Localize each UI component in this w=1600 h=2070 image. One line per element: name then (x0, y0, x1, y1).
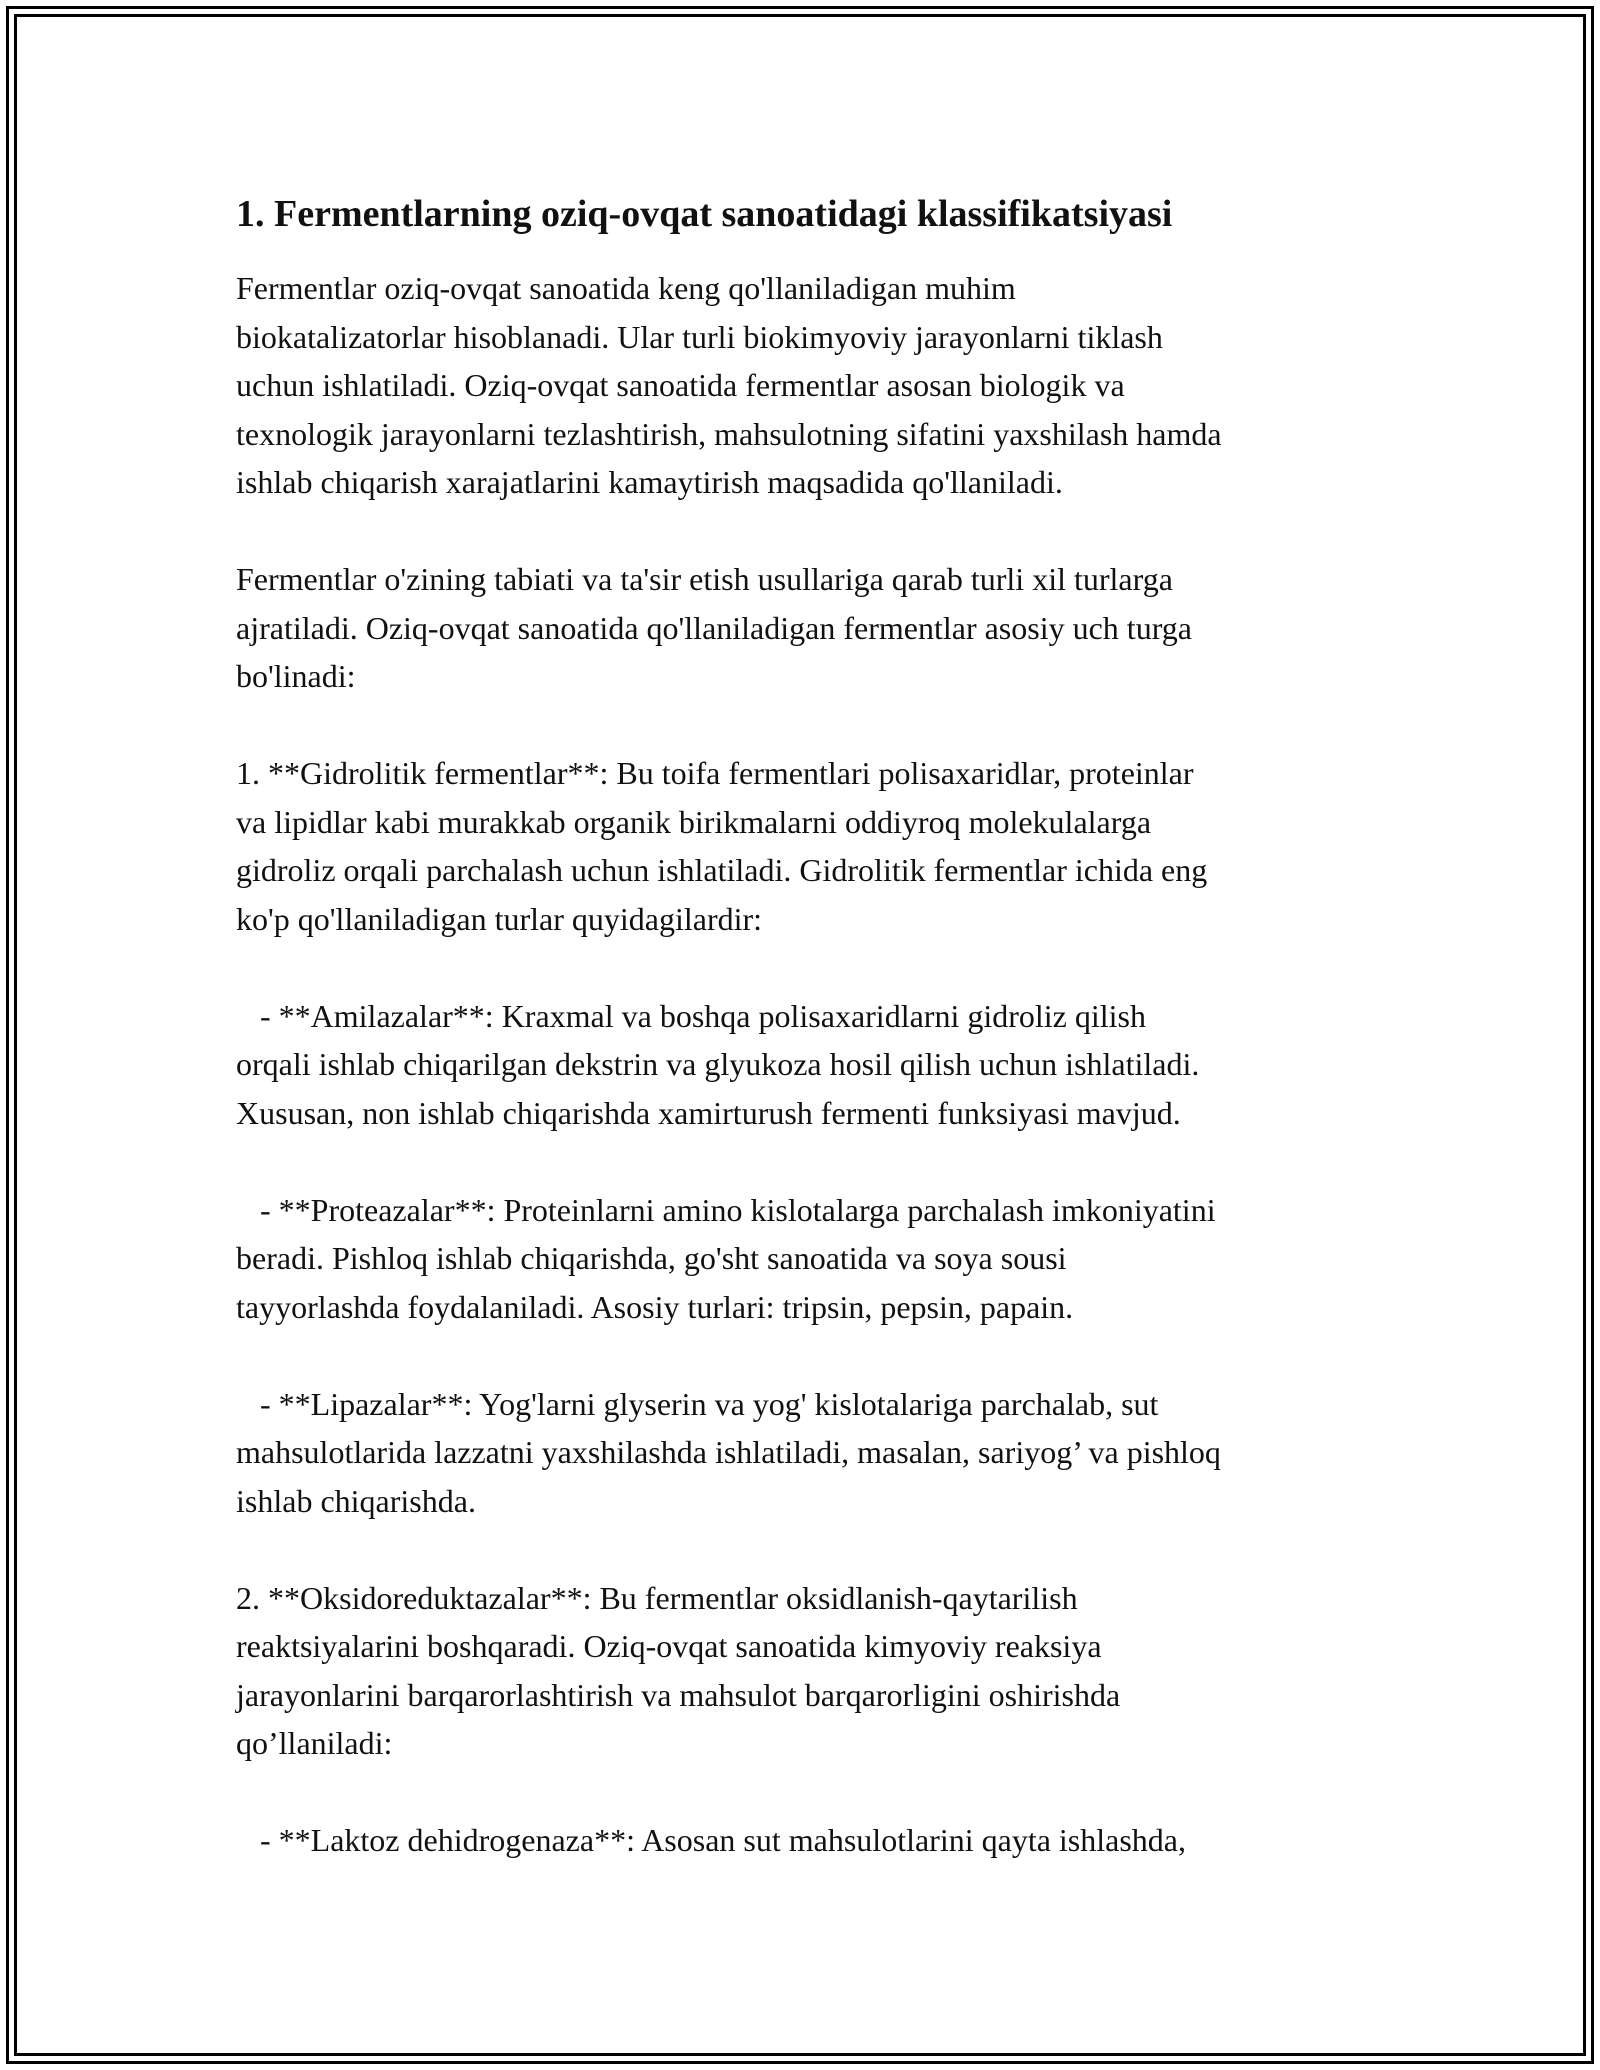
sub-item-lactose-dehydrogenase (236, 1816, 1366, 1865)
text-line: 1. **Gidrolitik fermentlar**: Bu toifa fermentlari polisaxaridlar, proteinlar (236, 755, 1194, 791)
text-line: - **Amilazalar**: Kraxmal va boshqa polisaxaridlarni gidroliz qilish (236, 997, 1146, 1034)
text-line: - **Lipazalar**: Yog'larni glyserin va yog' kislotalariga parchalab, sut (236, 1385, 1159, 1422)
text-line: bo'linadi: (236, 658, 356, 694)
text-line: biokatalizatorlar hisoblanadi. Ular turli biokimyoviy jarayonlarni tiklash (236, 318, 1163, 355)
text-line: gidroliz orqali parchalash uchun ishlatiladi. Gidrolitik fermentlar ichida eng (236, 852, 1208, 888)
paragraph-classification (236, 555, 1366, 701)
text-line: orqali ishlab chiqarilgan dekstrin va glyukoza hosil qilish uchun ishlatiladi. (236, 1046, 1200, 1082)
text-line: uchun ishlatiladi. Oziq-ovqat sanoatida fermentlar asosan biologik va (236, 367, 1125, 403)
text-line: beradi. Pishloq ishlab chiqarishda, go'sht sanoatida va soya sousi (236, 1240, 1067, 1276)
document-body (236, 188, 1366, 1865)
text-line: - **Proteazalar**: Proteinlarni amino kislotalarga parchalash imkoniyatini (236, 1191, 1216, 1228)
text-line: Fermentlar oziq-ovqat sanoatida keng qo'llaniladigan muhim (236, 270, 1016, 306)
text-line: mahsulotlarida lazzatni yaxshilashda ishlatiladi, masalan, sariyog’ va pishloq (236, 1434, 1221, 1470)
text-line: ishlab chiqarishda. (236, 1482, 476, 1519)
sub-item-proteases (236, 1186, 1366, 1332)
text-line: reaktsiyalarini boshqaradi. Oziq-ovqat sanoatida kimyoviy reaksiya (236, 1628, 1102, 1664)
sub-item-amylases (236, 992, 1366, 1138)
list-item-oxidoreductases (236, 1574, 1366, 1768)
section-title: 1. Fermentlarning oziq-ovqat sanoatidagi klassifikatsiyasi (236, 193, 1173, 235)
list-item-hydrolytic (236, 749, 1366, 943)
text-line: ko'p qo'llaniladigan turlar quyidagilardir: (236, 900, 763, 937)
text-line: texnologik jarayonlarni tezlashtirish, mahsulotning sifatini yaxshilash hamda (236, 415, 1222, 452)
text-line: - **Laktoz dehidrogenaza**: Asosan sut mahsulotlarini qayta ishlashda, (236, 1822, 1186, 1858)
text-line: tayyorlashda foydalaniladi. Asosiy turlari: tripsin, pepsin, papain. (236, 1288, 1074, 1325)
text-line: jarayonlarini barqarorlashtirish va mahsulot barqarorligini oshirishda (236, 1676, 1121, 1713)
text-line: ajratiladi. Oziq-ovqat sanoatida qo'llaniladigan fermentlar asosiy uch turga (236, 609, 1192, 646)
text-line: Xususan, non ishlab chiqarishda xamirturush fermenti funksiyasi mavjud. (236, 1094, 1181, 1131)
sub-item-lipases (236, 1380, 1366, 1526)
text-line: Fermentlar o'zining tabiati va ta'sir etish usullariga qarab turli xil turlarga (236, 561, 1173, 597)
text-line: ishlab chiqarish xarajatlarini kamaytirish maqsadida qo'llaniladi. (236, 464, 1063, 500)
text-line: 2. **Oksidoreduktazalar**: Bu fermentlar oksidlanish-qaytarilish (236, 1579, 1078, 1616)
text-line: qo’llaniladi: (236, 1725, 393, 1761)
text-line: va lipidlar kabi murakkab organik birikmalarni oddiyroq molekulalarga (236, 803, 1152, 840)
paragraph-intro (236, 264, 1366, 507)
